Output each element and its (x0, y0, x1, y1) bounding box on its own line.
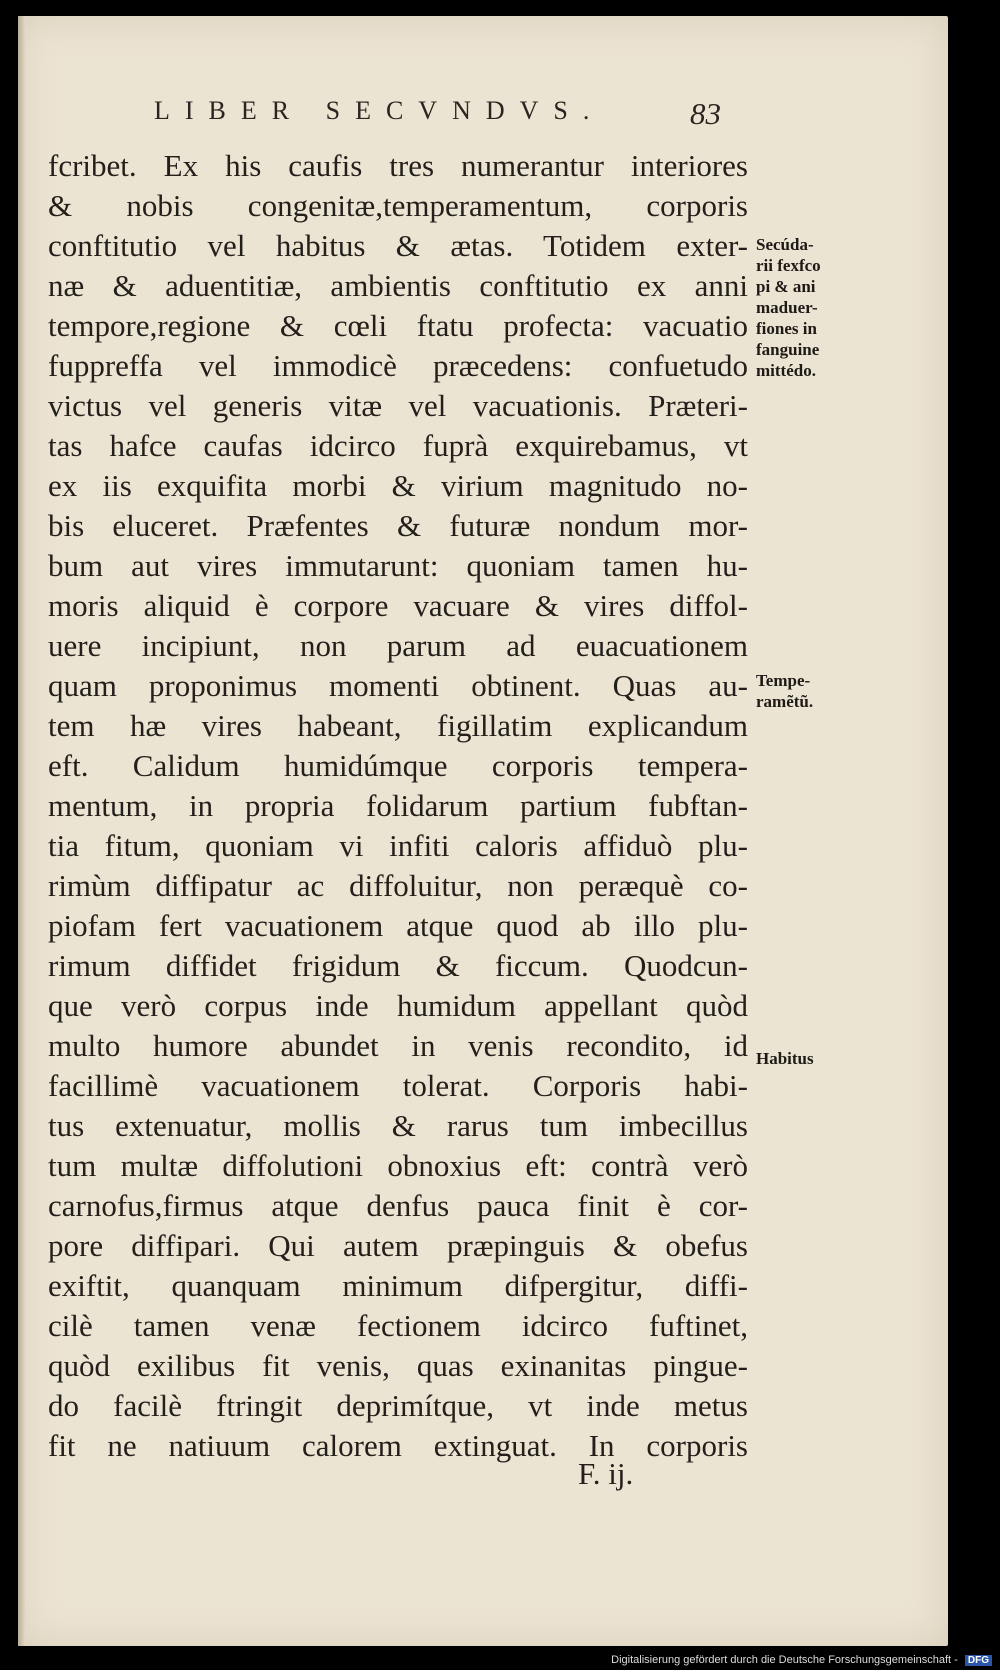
text-line: tem hæ vires habeant, figillatim explicandum (48, 708, 748, 743)
marginal-note-line: fanguine (756, 340, 820, 359)
text-line: mentum, in propria folidarum partium fubftan- (48, 788, 748, 823)
digitization-credit (611, 1654, 992, 1666)
text-line: fcribet. Ex his caufis tres numerantur interiores (48, 148, 748, 183)
marginal-note-bloodletting (756, 234, 856, 381)
text-line: tempore,regione & cœli ftatu profecta: vacuatio (48, 308, 748, 343)
text-line: ex iis exquifita morbi & virium magnitudo no- (48, 468, 748, 503)
book-page (18, 16, 948, 1646)
marginal-note-line: maduer- (756, 298, 818, 317)
text-line: cilè tamen venæ fectionem idcirco fuftinet, (48, 1308, 748, 1343)
text-line: fuppreffa vel immodicè præcedens: confuetudo (48, 348, 748, 383)
marginal-note-habitus (756, 1048, 856, 1069)
text-line: uere incipiunt, non parum ad euacuationem (48, 628, 748, 663)
page-gutter (18, 16, 26, 1646)
text-line: & nobis congenitæ,temperamentum, corporis (48, 188, 748, 223)
text-line: piofam fert vacuationem atque quod ab illo plu- (48, 908, 748, 943)
running-title: LIBER SECVNDVS. (154, 96, 605, 125)
text-line: que verò corpus inde humidum appellant quòd (48, 988, 748, 1023)
text-line: carnofus,firmus atque denfus pauca finit è cor- (48, 1188, 748, 1223)
text-line: rimum diffidet frigidum & ficcum. Quodcun- (48, 948, 748, 983)
dfg-logo: DFG (965, 1655, 992, 1666)
text-line: moris aliquid è corpore vacuare & vires diffol- (48, 588, 748, 623)
text-line: exiftit, quanquam minimum difpergitur, diffi- (48, 1268, 748, 1303)
signature-mark: F. ij. (578, 1456, 634, 1491)
text-line: eft. Calidum humidúmque corporis tempera- (48, 748, 748, 783)
credit-text: Digitalisierung gefördert durch die Deutsche Forschungsgemeinschaft - (611, 1654, 958, 1666)
text-line: quòd exilibus fit venis, quas exinanitas pingue- (48, 1348, 748, 1383)
text-line: rimùm diffipatur ac diffoluitur, non peræquè co- (48, 868, 748, 903)
text-line: fit ne natiuum calorem extinguat. In corporis (48, 1428, 748, 1463)
marginal-note-line: Habitus (756, 1049, 814, 1068)
body-text (48, 146, 748, 1466)
marginal-note-temperament (756, 670, 856, 712)
text-line: næ & aduentitiæ, ambientis conftitutio ex anni (48, 268, 748, 303)
text-line: do facilè ftringit deprimítque, vt inde metus (48, 1388, 748, 1423)
marginal-note-line: ramẽtũ. (756, 692, 814, 711)
text-line: multo humore abundet in venis recondito, id (48, 1028, 748, 1063)
text-line: tia fitum, quoniam vi infiti caloris affiduò plu- (48, 828, 748, 863)
text-line: bis eluceret. Præfentes & futuræ nondum mor- (48, 508, 748, 543)
text-line: tus extenuatur, mollis & rarus tum imbecillus (48, 1108, 748, 1143)
marginal-note-line: mittédo. (756, 361, 816, 380)
text-line: pore diffipari. Qui autem præpinguis & obefus (48, 1228, 748, 1263)
marginal-note-line: pi & ani (756, 277, 816, 296)
text-line: conftitutio vel habitus & ætas. Totidem exter- (48, 228, 748, 263)
text-line: victus vel generis vitæ vel vacuationis. Præteri- (48, 388, 748, 423)
text-line: tas hafce caufas idcirco fuprà exquirebamus, vt (48, 428, 748, 463)
marginal-note-line: Tempe- (756, 671, 811, 690)
text-line: quam proponimus momenti obtinent. Quas au- (48, 668, 748, 703)
marginal-note-line: rii fexfco (756, 256, 821, 275)
marginal-note-line: fiones in (756, 319, 817, 338)
text-line: bum aut vires immutarunt: quoniam tamen hu- (48, 548, 748, 583)
text-line: facillimè vacuationem tolerat. Corporis habi- (48, 1068, 748, 1103)
text-line: tum multæ diffolutioni obnoxius eft: contrà verò (48, 1148, 748, 1183)
page-number: 83 (690, 96, 721, 131)
marginal-note-line: Secúda- (756, 235, 814, 254)
